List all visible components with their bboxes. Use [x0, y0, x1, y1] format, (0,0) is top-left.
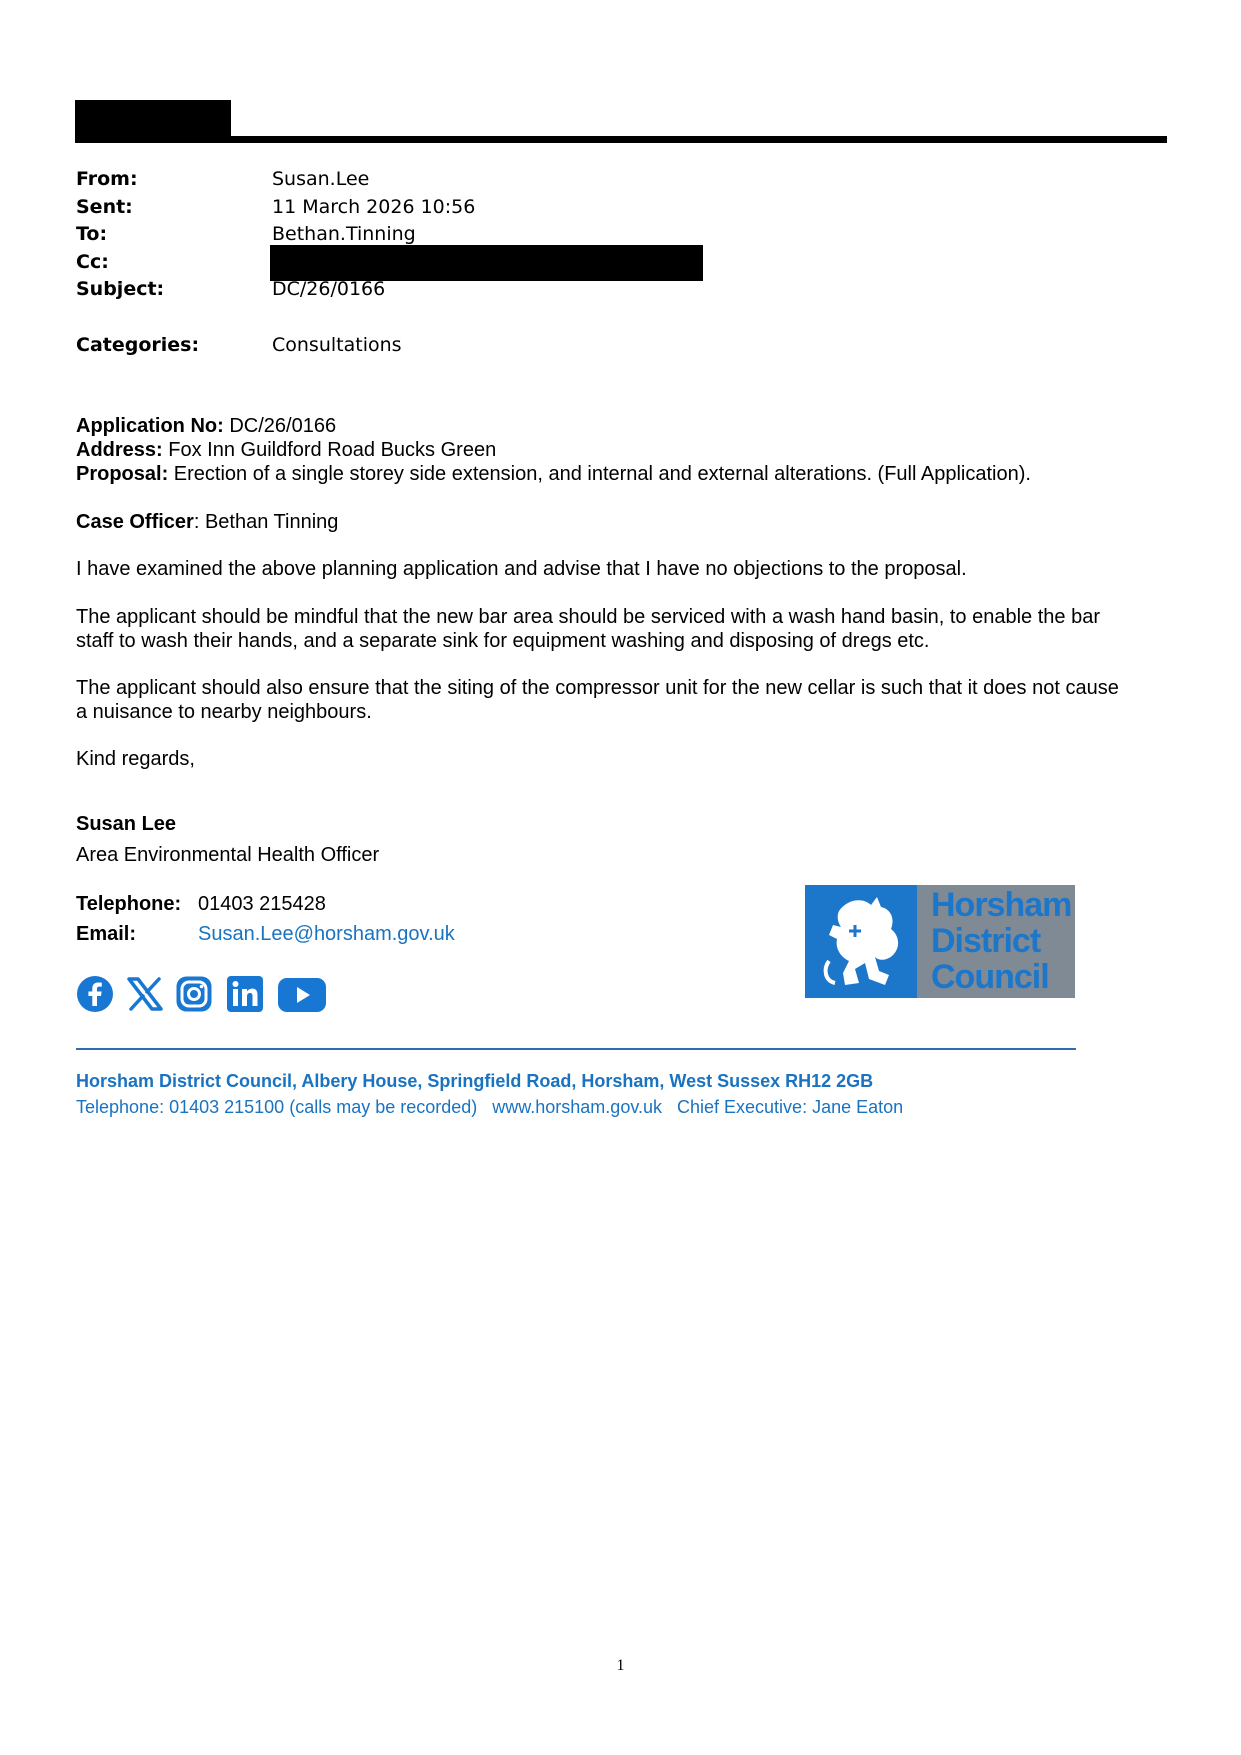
case-officer-label: Case Officer — [76, 511, 194, 533]
case-officer-line — [76, 510, 1176, 534]
categories-label: Categories: — [76, 334, 200, 356]
instagram-icon[interactable] — [175, 975, 213, 1013]
telephone-value: 01403 215428 — [198, 893, 326, 915]
proposal-line — [76, 462, 1176, 486]
signature-title: Area Environmental Health Officer — [76, 844, 380, 866]
paragraph-3-line-1: The applicant should also ensure that the siting of the compressor unit for the new cellar is such that it does not cause — [76, 677, 1119, 699]
cc-label: Cc: — [76, 251, 109, 273]
case-officer-value: : Bethan Tinning — [193, 511, 339, 533]
sent-value: 11 March 2026 10:56 — [272, 196, 476, 218]
paragraph-1: I have examined the above planning application and advise that I have no objections to the proposal. — [76, 558, 967, 580]
application-number-value: DC/26/0166 — [223, 415, 337, 437]
cc-redaction — [270, 245, 703, 281]
paragraph-3-line-2: a nuisance to nearby neighbours. — [76, 701, 372, 723]
to-value: Bethan.Tinning — [272, 223, 416, 245]
proposal-label: Proposal: — [76, 463, 169, 485]
telephone-label: Telephone: — [76, 893, 182, 915]
categories-value: Consultations — [272, 334, 402, 356]
closing: Kind regards, — [76, 748, 195, 770]
logo-text-panel — [917, 885, 1075, 998]
proposal-value: Erection of a single storey side extension, and internal and external alterations. (Full Application). — [168, 463, 1031, 485]
footer-rule — [76, 1048, 1076, 1050]
x-icon[interactable] — [126, 975, 164, 1013]
logo-word-council: Council — [931, 958, 1049, 996]
horsham-council-logo — [805, 885, 1075, 998]
subject-value: DC/26/0166 — [272, 278, 386, 300]
sent-label: Sent: — [76, 196, 133, 218]
lion-emblem — [819, 891, 907, 991]
facebook-icon[interactable] — [76, 975, 114, 1013]
address-line — [76, 438, 1176, 462]
header-rule — [75, 136, 1167, 143]
from-value: Susan.Lee — [272, 168, 370, 190]
paragraph-2-line-2: staff to wash their hands, and a separate sink for equipment washing and disposing of dregs etc. — [76, 630, 930, 652]
logo-word-horsham: Horsham — [931, 886, 1072, 924]
from-label: From: — [76, 168, 138, 190]
logo-word-district: District — [931, 922, 1041, 960]
address-label: Address: — [76, 439, 163, 461]
footer-address: Horsham District Council, Albery House, Springfield Road, Horsham, West Sussex RH12 2GB — [76, 1071, 874, 1091]
to-label: To: — [76, 223, 108, 245]
youtube-icon[interactable] — [277, 975, 327, 1013]
application-number-line — [76, 414, 1176, 438]
footer-contact: Telephone: 01403 215100 (calls may be recorded) www.horsham.gov.uk Chief Executive: Jane Eaton — [76, 1097, 904, 1117]
email-link[interactable]: Susan.Lee@horsham.gov.uk — [198, 923, 455, 945]
application-number-label: Application No: — [76, 415, 224, 437]
paragraph-2-line-1: The applicant should be mindful that the new bar area should be serviced with a wash hand basin, to enable the bar — [76, 606, 1100, 628]
address-value: Fox Inn Guildford Road Bucks Green — [162, 439, 497, 461]
page-number: 1 — [616, 1657, 625, 1674]
email-label: Email: — [76, 923, 137, 945]
linkedin-icon[interactable] — [226, 975, 264, 1013]
signature-name: Susan Lee — [76, 813, 177, 835]
subject-label: Subject: — [76, 278, 165, 300]
